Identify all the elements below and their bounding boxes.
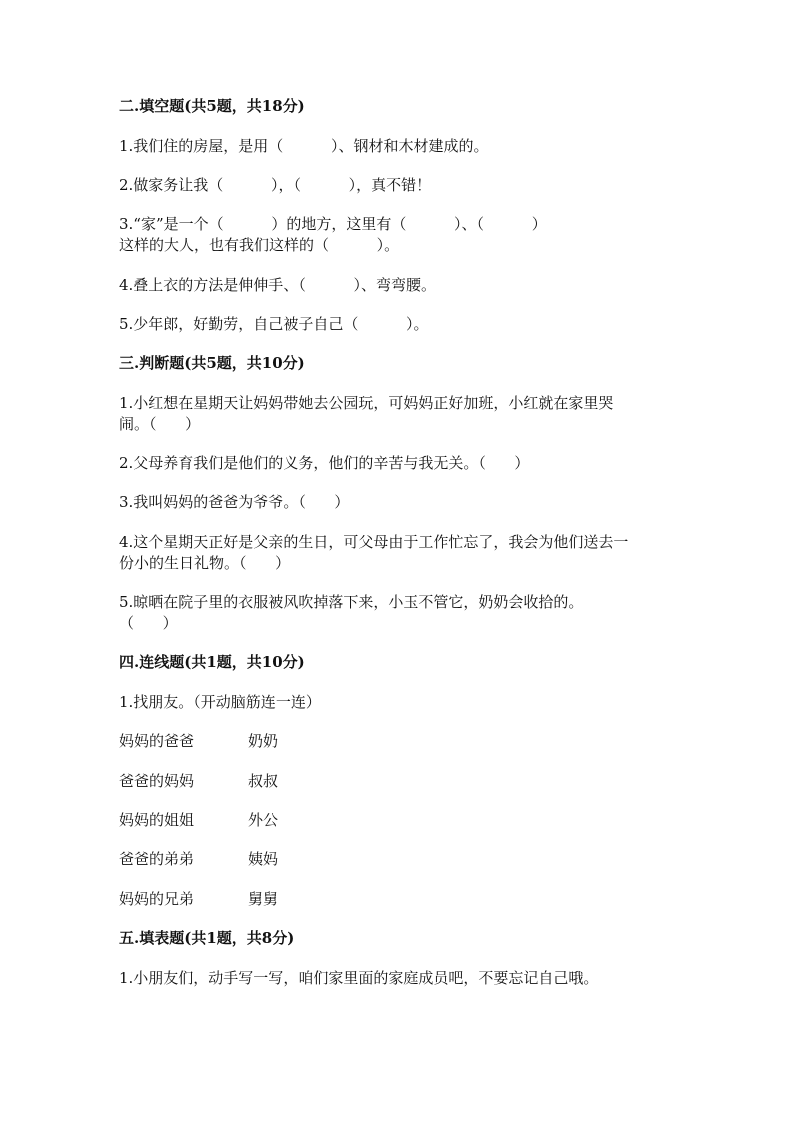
matching-pair — [119, 771, 278, 791]
matching-right-item: 奶奶 — [248, 732, 279, 750]
matching-pair — [119, 849, 278, 869]
matching-left-item: 妈妈的姐姐 — [119, 811, 195, 829]
section-heading-judgement: 三.判断题(共5题，共10分) — [119, 354, 305, 372]
matching-right-item: 舅舅 — [248, 890, 279, 908]
question-2-3-line2: 这样的大人，也有我们这样的（ ）。 — [119, 236, 400, 254]
question-3-4-line2: 份小的生日礼物。（ ） — [119, 554, 291, 572]
question-2-4: 4.叠上衣的方法是伸伸手、（ ）、弯弯腰。 — [119, 276, 436, 294]
matching-left-item: 爸爸的妈妈 — [119, 772, 195, 790]
matching-pair — [119, 810, 278, 830]
question-3-5-line2: （ ） — [119, 614, 178, 632]
section-heading-matching: 四.连线题(共1题，共10分) — [119, 653, 305, 671]
matching-left-item: 妈妈的爸爸 — [119, 732, 195, 750]
matching-right-item: 叔叔 — [248, 772, 279, 790]
question-3-4-line1: 4.这个星期天正好是父亲的生日，可父母由于工作忙忘了，我会为他们送去一 — [119, 533, 629, 551]
section-heading-table-fill: 五.填表题(共1题，共8分) — [119, 929, 295, 947]
question-3-1-line2: 闹。（ ） — [119, 415, 201, 433]
question-3-1-line1: 1.小红想在星期天让妈妈带她去公园玩，可妈妈正好加班，小红就在家里哭 — [119, 394, 614, 412]
section-heading-fill-blank: 二.填空题(共5题，共18分) — [119, 97, 305, 115]
question-2-5: 5.少年郎，好勤劳，自己被子自己（ ）。 — [119, 315, 429, 333]
question-5-1: 1.小朋友们，动手写一写，咱们家里面的家庭成员吧，不要忘记自己哦。 — [119, 969, 599, 987]
question-2-2: 2.做家务让我（ ），（ ），真不错！ — [119, 176, 432, 194]
question-4-1: 1.找朋友。（开动脑筋连一连） — [119, 693, 321, 711]
question-2-3-line1: 3.“家”是一个（ ）的地方，这里有（ ）、（ ） — [119, 215, 547, 233]
matching-right-item: 姨妈 — [248, 850, 279, 868]
matching-right-item: 外公 — [248, 811, 279, 829]
question-2-1: 1.我们住的房屋，是用（ ）、钢材和木材建成的。 — [119, 137, 489, 155]
matching-pair — [119, 889, 278, 909]
matching-left-item: 爸爸的弟弟 — [119, 850, 195, 868]
question-3-2: 2.父母养育我们是他们的义务，他们的辛苦与我无关。（ ） — [119, 454, 530, 472]
question-3-5-line1: 5.晾晒在院子里的衣服被风吹掉落下来，小玉不管它，奶奶会收拾的。 — [119, 593, 584, 611]
matching-left-item: 妈妈的兄弟 — [119, 890, 195, 908]
matching-pair — [119, 731, 278, 751]
question-3-3: 3.我叫妈妈的爸爸为爷爷。（ ） — [119, 493, 350, 511]
